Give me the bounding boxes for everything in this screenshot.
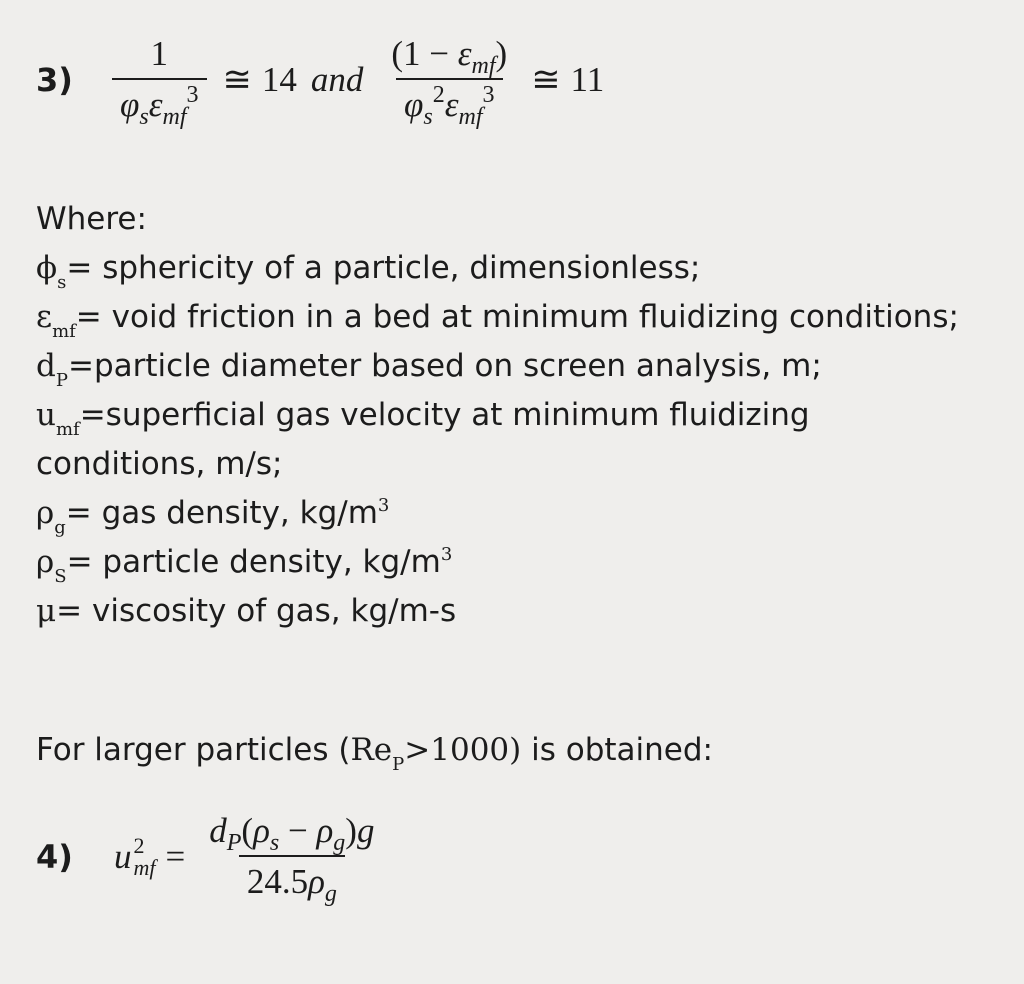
fraction-1-numerator: 1 [150, 34, 168, 73]
fraction-1 [112, 34, 207, 130]
definition-gas-velocity-cont: conditions, m/s; [36, 446, 283, 482]
fraction-4 [201, 811, 382, 907]
connector-and: and [310, 59, 364, 99]
value-14: 14 [261, 59, 297, 99]
fraction-2 [383, 34, 515, 130]
definition-particle-density: $\rho_S=$ particle density, $kg/m^3$ [36, 544, 453, 587]
definitions [36, 195, 996, 636]
approx-equal-sign: ≅ [222, 59, 252, 99]
equation-number-4: 4) [36, 837, 73, 876]
fraction-2-denominator: $\varphi_s^2\varepsilon_{mf}^3$ [396, 78, 503, 125]
definition-viscosity: μ= viscosity of gas, kg/m-s [36, 593, 457, 629]
fraction-4-denominator: $24.5\rho_g$ [239, 855, 345, 902]
fraction-2-numerator: $(1 - \varepsilon_{mf})$ [391, 34, 508, 79]
fraction-4-numerator: $d_P(\rho_s - \rho_g)g$ [209, 811, 375, 856]
definition-sphericity: $\phi_s=$ sphericity of a particle, dimensionless; [36, 250, 701, 293]
definition-gas-velocity: $u_{mf}=superficial$ gas velocity at minimum fluidizing [36, 397, 810, 440]
equation-3-body [106, 34, 605, 130]
value-11: 11 [570, 59, 605, 99]
equals-sign: = [165, 836, 186, 876]
larger-particles-text: For larger particles $(Re_P>1000)$ is obtained: [36, 732, 713, 775]
equation-number: 3) [36, 60, 73, 99]
approx-equal-sign-2: ≅ [531, 59, 561, 99]
equation-4 [36, 811, 388, 907]
equation-4-body [114, 811, 388, 907]
equation-3 [36, 34, 605, 130]
definition-void-fraction: $\varepsilon_{mf}=$ void friction in a bed at minimum fluidizing conditions; [36, 299, 959, 342]
definitions-heading: Where: [36, 201, 147, 237]
definition-gas-density: $\rho_g=$ gas density, $kg/m^3$ [36, 495, 390, 538]
u-mf-squared: u 2 mf [114, 832, 156, 880]
definition-particle-diameter: $d_P=particle$ diameter based on screen analysis, m; [36, 348, 822, 391]
fraction-1-denominator: $\varphi_s\varepsilon_{mf}^3$ [112, 78, 207, 125]
